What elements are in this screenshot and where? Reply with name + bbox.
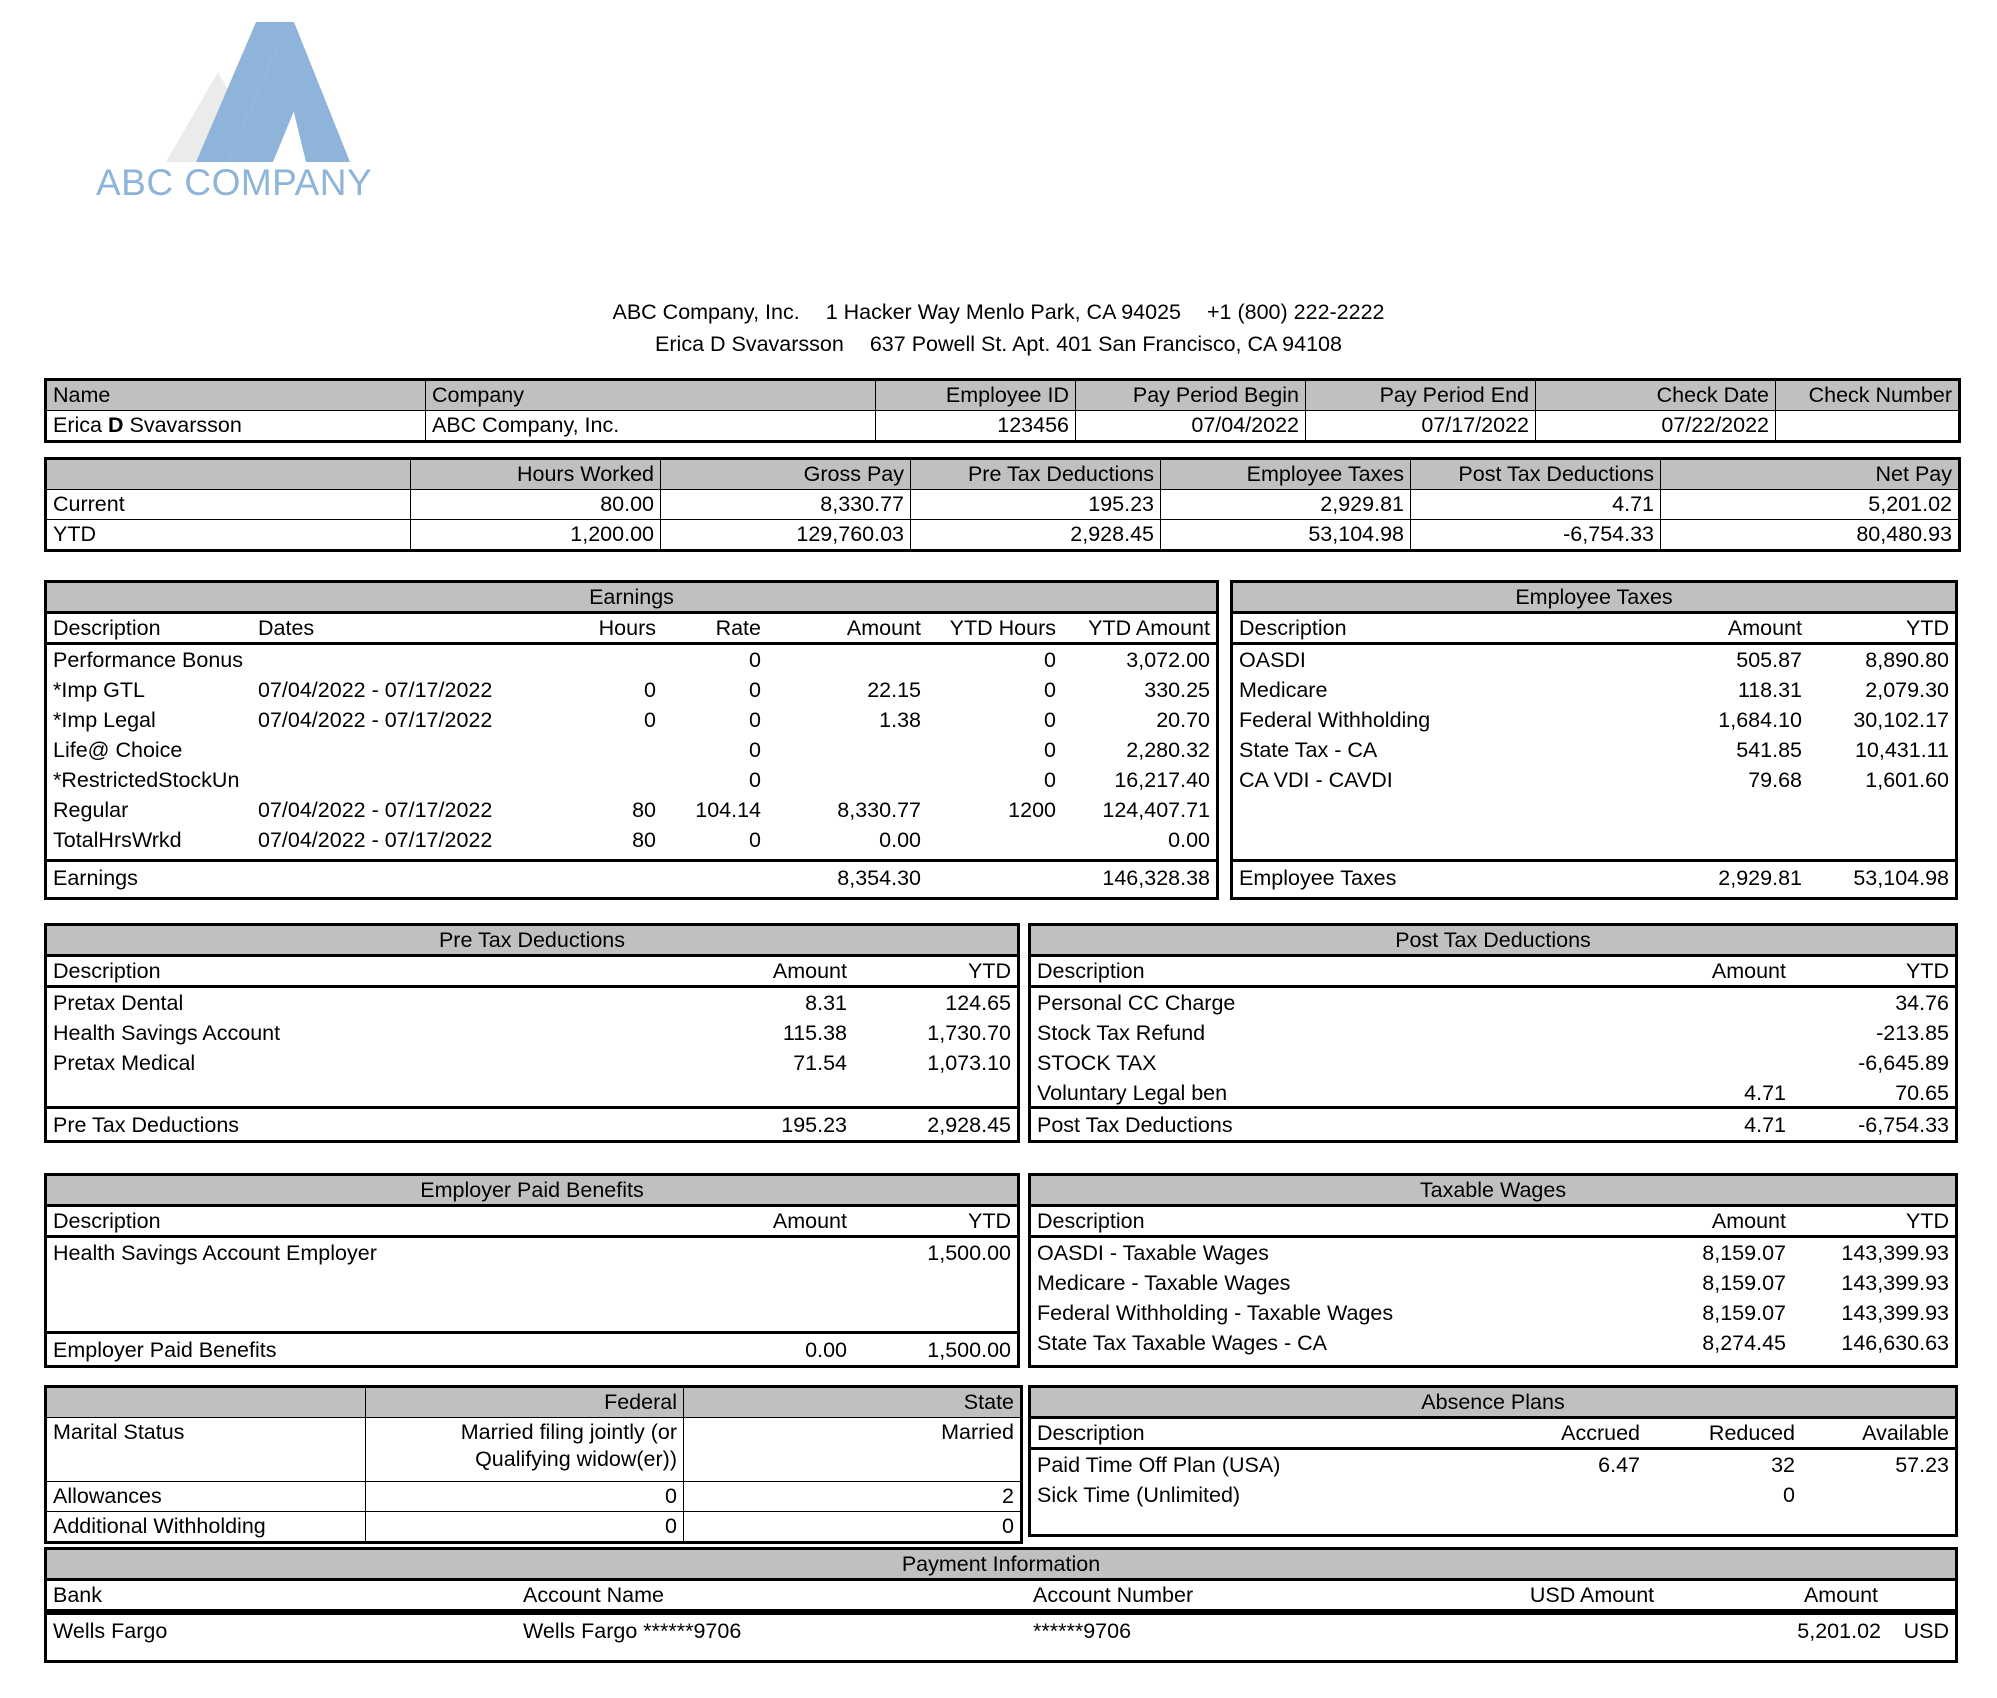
col-post-tax-deductions: Post Tax Deductions [1411,459,1661,490]
summary-table [44,457,1958,552]
table-row [1233,645,1955,675]
table-row [1031,1298,1955,1328]
cell-federal-allowances: 0 [366,1482,684,1512]
cell-marital-status-label: Marital Status [46,1418,366,1482]
cell-state-marital-status: Married [684,1418,1022,1482]
logo-company-text: ABC COMPANY [96,162,373,203]
table-row [1233,735,1955,765]
cell-hours-worked: 1,200.00 [411,520,661,551]
col-ytd: YTD [1906,616,1949,640]
cell-amount: 8.31 [805,991,847,1015]
cell-amount: 0.00 [879,828,921,852]
taxable-wages-section [1028,1173,1958,1368]
cell-employee-id: 123456 [876,411,1076,442]
cell-amount [767,735,927,765]
col-description: Description [53,616,161,640]
cell-ytd-amount: 0.00 [1168,828,1210,852]
table-row [47,795,1216,825]
table-row [1031,988,1955,1018]
cell-dates: 07/04/2022 - 07/17/2022 [258,798,493,822]
cell-ytd-hours: 0 [1044,768,1056,792]
cell-description: State Tax Taxable Wages - CA [1037,1331,1327,1355]
cell-description: Performance Bonus [53,648,244,672]
cell-state-allowances: 2 [684,1482,1022,1512]
cell-hours: 80 [632,798,656,822]
cell-period-label: Current [46,490,411,520]
cell-amount [1607,1048,1792,1078]
cell-amount: 1.38 [879,708,921,732]
col-usd-amount: USD Amount [1529,1583,1655,1607]
cell-amount: 8,330.77 [837,798,921,822]
cell-post-tax: 4.71 [1411,490,1661,520]
cell-description: Stock Tax Refund [1037,1021,1206,1045]
cell-ytd: 1,073.10 [927,1051,1011,1075]
cell-pre-tax: 195.23 [911,490,1161,520]
cell-amount: 8,159.07 [1702,1241,1786,1265]
col-reduced: Reduced [1708,1421,1795,1445]
cell-description: State Tax - CA [1239,738,1378,762]
col-description: Description [1037,1421,1145,1445]
table-row [47,675,1216,705]
cell-federal-marital-status: Married filing jointly (or Qualifying widow(er)) [366,1418,684,1482]
taxable-wages-title: Taxable Wages [1031,1176,1955,1207]
table-row [46,411,1960,442]
col-pay-period-end: Pay Period End [1306,380,1536,411]
table-row [47,1238,1017,1268]
cell-description: Federal Withholding [1239,708,1431,732]
col-ytd: YTD [968,1209,1011,1233]
cell-amount: 1,684.10 [1718,708,1802,732]
employee-address: 637 Powell St. Apt. 401 San Francisco, CA 94108 [869,332,1342,356]
cell-period-label: YTD [46,520,411,551]
cell-dates: 07/04/2022 - 07/17/2022 [258,678,493,702]
company-logo [88,10,388,210]
company-address: 1 Hacker Way Menlo Park, CA 94025 [825,300,1181,324]
cell-company: ABC Company, Inc. [426,411,876,442]
absence-plans-title: Absence Plans [1031,1388,1955,1419]
cell-description: OASDI - Taxable Wages [1037,1241,1269,1265]
col-ytd: YTD [1906,959,1949,983]
cell-federal-additional-withholding: 0 [366,1512,684,1543]
cell-description: Paid Time Off Plan (USA) [1037,1453,1281,1477]
col-accrued: Accrued [1561,1421,1640,1445]
cell-ytd-amount: 2,280.32 [1126,738,1210,762]
cell-amount [663,1238,853,1268]
cell-accrued [1481,1480,1646,1510]
cell-hours: 0 [644,678,656,702]
absence-plans-rows [1031,1450,1955,1510]
cell-amount: 8,159.07 [1702,1301,1786,1325]
cell-ytd: 124.65 [945,991,1011,1015]
cell-amount: 71.54 [793,1051,847,1075]
col-ytd-hours: YTD Hours [949,616,1056,640]
cell-available: 57.23 [1895,1453,1949,1477]
pre-tax-rows [47,988,1017,1106]
pre-tax-total-row [47,1106,1017,1141]
pre-tax-column-headers [47,957,1017,988]
table-row [47,988,1017,1018]
cell-available [1801,1480,1955,1510]
cell-rate: 104.14 [695,798,761,822]
total-ytd: 2,928.45 [927,1113,1011,1137]
cell-hours [552,645,662,675]
cell-description: Voluntary Legal ben [1037,1081,1228,1105]
taxable-wages-column-headers [1031,1207,1955,1238]
employer-paid-benefits-title: Employer Paid Benefits [47,1176,1017,1207]
col-bank: Bank [53,1583,103,1607]
col-blank [46,1387,366,1418]
cell-reduced: 0 [1783,1483,1795,1507]
table-row [1031,1480,1955,1510]
cell-employee-taxes: 2,929.81 [1161,490,1411,520]
pre-tax-deductions-title: Pre Tax Deductions [47,926,1017,957]
col-blank [46,459,411,490]
cell-dates: 07/04/2022 - 07/17/2022 [258,708,493,732]
cell-ytd: 143,399.93 [1841,1301,1949,1325]
cell-post-tax: -6,754.33 [1411,520,1661,551]
col-description: Description [1037,1209,1145,1233]
payment-column-headers [47,1581,1955,1612]
col-description: Description [1239,616,1347,640]
payment-information-title: Payment Information [47,1550,1955,1581]
cell-description: Pretax Dental [53,991,184,1015]
cell-dates [252,765,552,795]
col-amount: Amount [772,1209,847,1233]
employee-taxes-column-headers [1233,614,1955,645]
post-tax-rows [1031,988,1955,1106]
col-description: Description [53,1209,161,1233]
total-amount: 2,929.81 [1718,866,1802,890]
employee-taxes-section [1230,580,1958,900]
post-tax-column-headers [1031,957,1955,988]
cell-dates [252,645,552,675]
table-row [47,735,1216,765]
cell-hours-worked: 80.00 [411,490,661,520]
cell-description: Life@ Choice [53,738,183,762]
total-ytd: 1,500.00 [927,1338,1011,1362]
cell-amount: 8,274.45 [1702,1331,1786,1355]
col-employee-taxes: Employee Taxes [1161,459,1411,490]
post-tax-total-row [1031,1106,1955,1141]
cell-description: Medicare [1239,678,1328,702]
table-row [1031,1450,1955,1480]
col-description: Description [1037,959,1145,983]
cell-hours: 80 [632,828,656,852]
cell-description: CA VDI - CAVDI [1239,768,1393,792]
col-hours: Hours [598,616,656,640]
absence-plans-column-headers [1031,1419,1955,1450]
cell-ytd: 1,730.70 [927,1021,1011,1045]
cell-currency: USD [1903,1619,1949,1643]
total-label: Post Tax Deductions [1037,1113,1233,1137]
cell-description: Personal CC Charge [1037,991,1236,1015]
cell-hours [552,735,662,765]
employer-paid-benefits-section [44,1173,1020,1368]
cell-description: *RestrictedStockUn [53,768,240,792]
cell-check-date: 07/22/2022 [1536,411,1776,442]
table-row [1233,705,1955,735]
cell-check-number [1776,411,1960,442]
table-row [1031,1238,1955,1268]
cell-ytd: 143,399.93 [1841,1271,1949,1295]
cell-usd-amount [1457,1615,1727,1647]
cell-description: STOCK TAX [1037,1051,1157,1075]
total-label: Earnings [53,866,138,890]
cell-pre-tax: 2,928.45 [911,520,1161,551]
cell-amount: 22.15 [867,678,921,702]
cell-description: *Imp GTL [53,678,145,702]
table-row [1031,1078,1955,1108]
cell-pay-period-begin: 07/04/2022 [1076,411,1306,442]
col-amount: Amount [1727,616,1802,640]
cell-ytd-amount: 20.70 [1156,708,1210,732]
cell-description: Regular [53,798,129,822]
col-amount: Amount [1711,1209,1786,1233]
cell-ytd-hours: 0 [1044,708,1056,732]
table-header-row [46,1387,1022,1418]
name-middle: D [107,413,124,437]
cell-ytd: 1,601.60 [1865,768,1949,792]
total-ytd: 53,104.98 [1853,866,1949,890]
cell-employee-taxes: 53,104.98 [1161,520,1411,551]
cell-ytd: -6,645.89 [1858,1051,1949,1075]
cell-account-number: ******9706 [1033,1619,1132,1643]
post-tax-deductions-section [1028,923,1958,1143]
table-row [1031,1328,1955,1358]
col-account-number: Account Number [1033,1583,1194,1607]
cell-ytd-amount: 330.25 [1144,678,1210,702]
cell-amount: 4.71 [1744,1081,1786,1105]
cell-ytd: 10,431.11 [1854,738,1949,762]
employee-taxes-rows [1233,645,1955,859]
col-employee-id: Employee ID [876,380,1076,411]
cell-amount [1607,988,1792,1018]
table-row [47,765,1216,795]
col-amount: Amount [772,959,847,983]
col-ytd: YTD [1906,1209,1949,1233]
cell-bank: Wells Fargo [53,1619,168,1643]
cell-ytd: -213.85 [1876,1021,1949,1045]
cell-ytd-amount: 3,072.00 [1126,648,1210,672]
name-first: Erica [53,413,108,437]
cell-name [46,411,426,442]
cell-amount: 115.38 [782,1021,847,1045]
cell-ytd: 2,079.30 [1865,678,1949,702]
employee-info-table [44,378,1958,443]
col-gross-pay: Gross Pay [661,459,911,490]
earnings-column-headers [47,614,1216,645]
absence-plans-section [1028,1385,1958,1537]
total-label: Employee Taxes [1239,866,1397,890]
cell-amount: 79.68 [1748,768,1802,792]
cell-ytd: 70.65 [1895,1081,1949,1105]
table-header-row [46,380,1960,411]
cell-rate: 0 [749,828,761,852]
cell-amount: 5,201.02 [1797,1619,1881,1643]
cell-rate: 0 [749,738,761,762]
cell-net-pay: 80,480.93 [1661,520,1960,551]
table-row [47,825,1216,855]
employee-taxes-total-row [1233,859,1955,894]
cell-ytd-amount: 124,407.71 [1102,798,1210,822]
table-row [1233,765,1955,795]
cell-rate: 0 [749,648,761,672]
cell-amount: 8,159.07 [1702,1271,1786,1295]
table-row [46,1482,1022,1512]
cell-allowances-label: Allowances [46,1482,366,1512]
company-phone: +1 (800) 222-2222 [1207,300,1385,324]
cell-net-pay: 5,201.02 [1661,490,1960,520]
employee-taxes-title: Employee Taxes [1233,583,1955,614]
cell-description: TotalHrsWrkd [53,828,182,852]
cell-ytd: 30,102.17 [1853,708,1949,732]
cell-description: Health Savings Account [53,1021,281,1045]
table-row [1233,675,1955,705]
cell-hours [552,765,662,795]
employer-benefits-column-headers [47,1207,1017,1238]
cell-account-name: Wells Fargo ******9706 [523,1619,742,1643]
col-net-pay: Net Pay [1661,459,1960,490]
cell-state-additional-withholding: 0 [684,1512,1022,1543]
cell-amount [767,645,927,675]
total-label: Employer Paid Benefits [53,1338,277,1362]
cell-amount [1607,1018,1792,1048]
col-amount: Amount [846,616,921,640]
cell-ytd: 34.76 [1895,991,1949,1015]
cell-reduced: 32 [1771,1453,1795,1477]
earnings-title: Earnings [47,583,1216,614]
cell-description: Pretax Medical [53,1051,196,1075]
cell-rate: 0 [749,708,761,732]
col-check-number: Check Number [1776,380,1960,411]
address-block [0,296,1997,360]
cell-accrued: 6.47 [1598,1453,1640,1477]
logo-mark-icon [88,10,388,170]
col-amount: Amount [1803,1583,1879,1607]
company-name: ABC Company, Inc. [612,300,800,324]
cell-ytd-amount: 16,217.40 [1114,768,1210,792]
cell-gross-pay: 129,760.03 [661,520,911,551]
table-row [47,645,1216,675]
cell-description: Federal Withholding - Taxable Wages [1037,1301,1394,1325]
cell-amount: 541.85 [1736,738,1802,762]
col-pay-period-begin: Pay Period Begin [1076,380,1306,411]
cell-ytd-hours [927,825,1062,855]
total-ytd: -6,754.33 [1858,1113,1949,1137]
table-row [46,520,1960,551]
cell-hours: 0 [644,708,656,732]
col-state: State [684,1387,1022,1418]
cell-description: *Imp Legal [53,708,156,732]
cell-ytd: 146,630.63 [1841,1331,1949,1355]
cell-ytd-hours: 0 [1044,648,1056,672]
table-row [1031,1048,1955,1078]
cell-additional-withholding-label: Additional Withholding [46,1512,366,1543]
table-row [46,1418,1022,1482]
col-ytd: YTD [968,959,1011,983]
col-description: Description [53,959,161,983]
total-label: Pre Tax Deductions [53,1113,240,1137]
col-company: Company [426,380,876,411]
cell-ytd-hours: 0 [1044,738,1056,762]
cell-ytd: 8,890.80 [1865,648,1949,672]
col-check-date: Check Date [1536,380,1776,411]
name-last: Svavarsson [123,413,242,437]
table-row [1031,1018,1955,1048]
company-address-line [0,296,1997,328]
total-amount: 0.00 [805,1338,847,1362]
earnings-rows [47,645,1216,859]
cell-rate: 0 [749,768,761,792]
col-rate: Rate [715,616,761,640]
cell-amount: 505.87 [1736,648,1802,672]
col-hours-worked: Hours Worked [411,459,661,490]
earnings-total-row [47,859,1216,894]
cell-amount: 118.31 [1737,678,1802,702]
employee-name: Erica D Svavarsson [655,332,844,356]
table-row [46,1512,1022,1543]
payment-information-section [44,1547,1958,1663]
table-row [1031,1268,1955,1298]
withholding-section [44,1385,1020,1544]
earnings-section [44,580,1219,900]
total-amount: 8,354.30 [837,866,921,890]
col-pre-tax-deductions: Pre Tax Deductions [911,459,1161,490]
employer-benefits-total-row [47,1331,1017,1366]
table-row [47,1612,1955,1647]
col-name: Name [46,380,426,411]
table-row [46,490,1960,520]
cell-ytd-hours: 1200 [1008,798,1056,822]
cell-description: Sick Time (Unlimited) [1037,1483,1241,1507]
cell-pay-period-end: 07/17/2022 [1306,411,1536,442]
cell-ytd: 1,500.00 [927,1241,1011,1265]
cell-ytd-hours: 0 [1044,678,1056,702]
cell-dates: 07/04/2022 - 07/17/2022 [258,828,493,852]
table-row [47,705,1216,735]
cell-amount [767,765,927,795]
cell-description: Medicare - Taxable Wages [1037,1271,1291,1295]
col-dates: Dates [258,616,315,640]
total-amount: 195.23 [781,1113,847,1137]
cell-description: Health Savings Account Employer [53,1241,377,1265]
employer-benefits-rows [47,1238,1017,1331]
col-amount: Amount [1711,959,1786,983]
cell-rate: 0 [749,678,761,702]
col-available: Available [1862,1421,1949,1445]
pre-tax-deductions-section [44,923,1020,1143]
post-tax-deductions-title: Post Tax Deductions [1031,926,1955,957]
cell-description: OASDI [1239,648,1306,672]
col-federal: Federal [366,1387,684,1418]
taxable-wages-rows [1031,1238,1955,1358]
col-account-name: Account Name [523,1583,665,1607]
cell-ytd: 143,399.93 [1841,1241,1949,1265]
table-header-row [46,459,1960,490]
total-amount: 4.71 [1744,1113,1786,1137]
col-ytd-amount: YTD Amount [1088,616,1210,640]
cell-gross-pay: 8,330.77 [661,490,911,520]
cell-dates [252,735,552,765]
total-ytd-amount: 146,328.38 [1102,866,1210,890]
table-row [47,1048,1017,1078]
employee-address-line [0,328,1997,360]
table-row [47,1018,1017,1048]
